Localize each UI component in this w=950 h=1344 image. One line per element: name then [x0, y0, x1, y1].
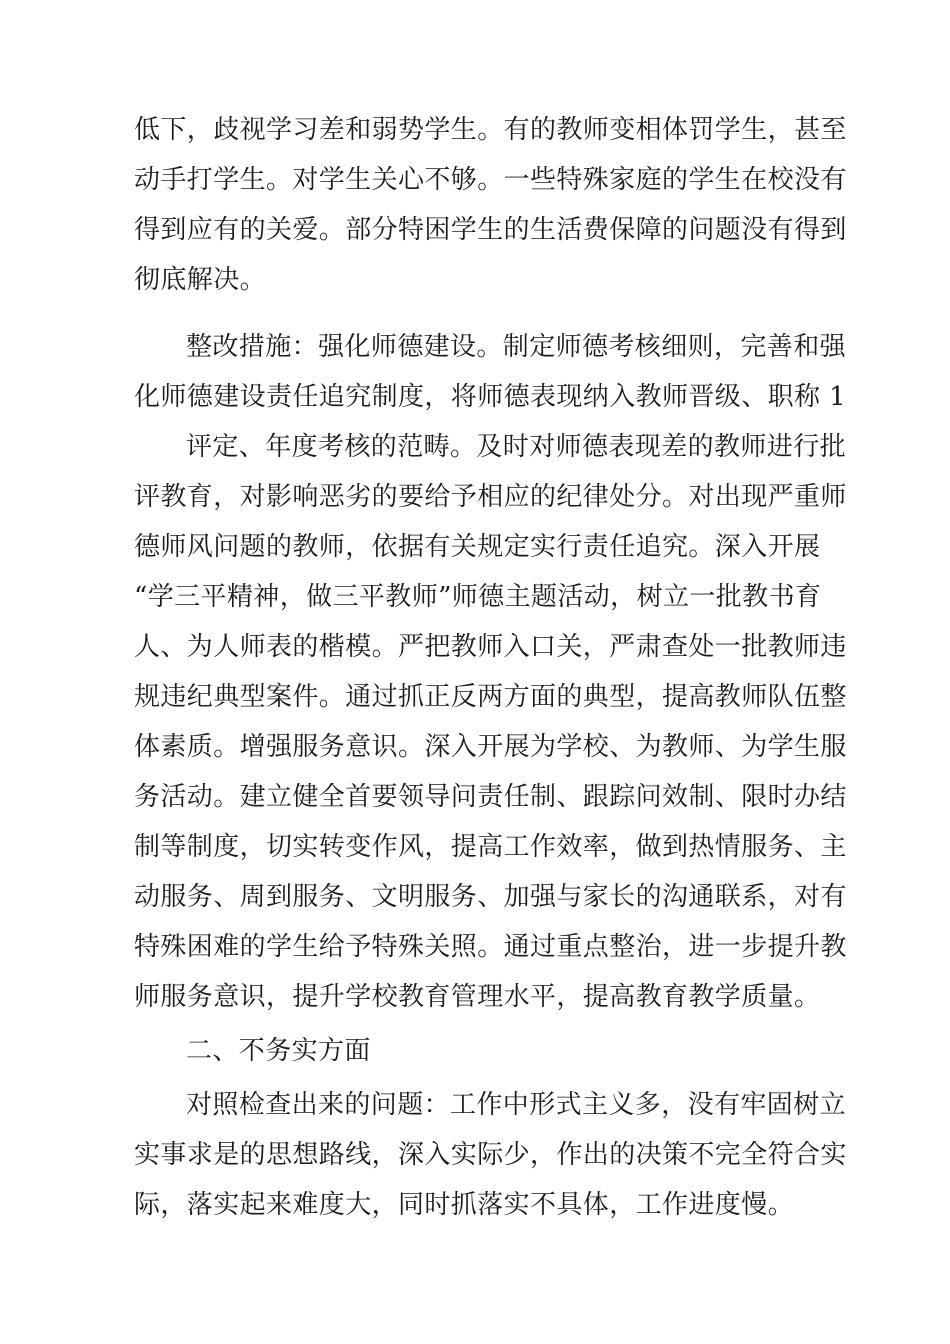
text-line: 动手打学生。对学生关心不够。一些特殊家庭的学生在校没有 [134, 165, 847, 195]
text-line: 化师德建设责任追究制度，将师德表现纳入教师晋级、职称 1 [134, 382, 847, 412]
text-line: 彻底解决。 [134, 265, 267, 295]
text-line: 际，落实起来难度大，同时抓落实不具体，工作进度慢。 [134, 1190, 795, 1220]
text-line: 师服务意识，提升学校教育管理水平，提高教育教学质量。 [134, 982, 821, 1012]
text-line: 动服务、周到服务、文明服务、加强与家长的沟通联系，对有 [134, 882, 847, 912]
text-line: 评教育，对影响恶劣的要给予相应的纪律处分。对出现严重师 [134, 482, 847, 512]
text-line: 体素质。增强服务意识。深入开展为学校、为教师、为学生服 [134, 732, 847, 762]
section-heading: 二、不务实方面 [186, 1036, 371, 1066]
text-line: 低下，歧视学习差和弱势学生。有的教师变相体罚学生，甚至 [134, 115, 847, 145]
text-line: 人、为人师表的楷模。严把教师入口关，严肃查处一批教师违 [134, 632, 847, 662]
text-line: 规违纪典型案件。通过抓正反两方面的典型，提高教师队伍整 [134, 682, 847, 712]
text-line: 德师风问题的教师，依据有关规定实行责任追究。深入开展 [134, 532, 821, 562]
paragraph-start-line: 评定、年度考核的范畴。及时对师德表现差的教师进行批 [186, 432, 847, 462]
text-line: 特殊困难的学生给予特殊关照。通过重点整治，进一步提升教 [134, 932, 847, 962]
text-line: 得到应有的关爱。部分特困学生的生活费保障的问题没有得到 [134, 215, 847, 245]
text-line: “学三平精神，做三平教师”师德主题活动，树立一批教书育 [134, 582, 822, 612]
paragraph-start-line: 整改措施：强化师德建设。制定师德考核细则，完善和强 [186, 332, 847, 362]
paragraph-start-line: 对照检查出来的问题：工作中形式主义多，没有牢固树立 [186, 1090, 847, 1120]
text-line: 实事求是的思想路线，深入实际少，作出的决策不完全符合实 [134, 1140, 847, 1170]
text-line: 务活动。建立健全首要领导问责任制、跟踪问效制、限时办结 [134, 782, 847, 812]
text-line: 制等制度，切实转变作风，提高工作效率，做到热情服务、主 [134, 832, 847, 862]
